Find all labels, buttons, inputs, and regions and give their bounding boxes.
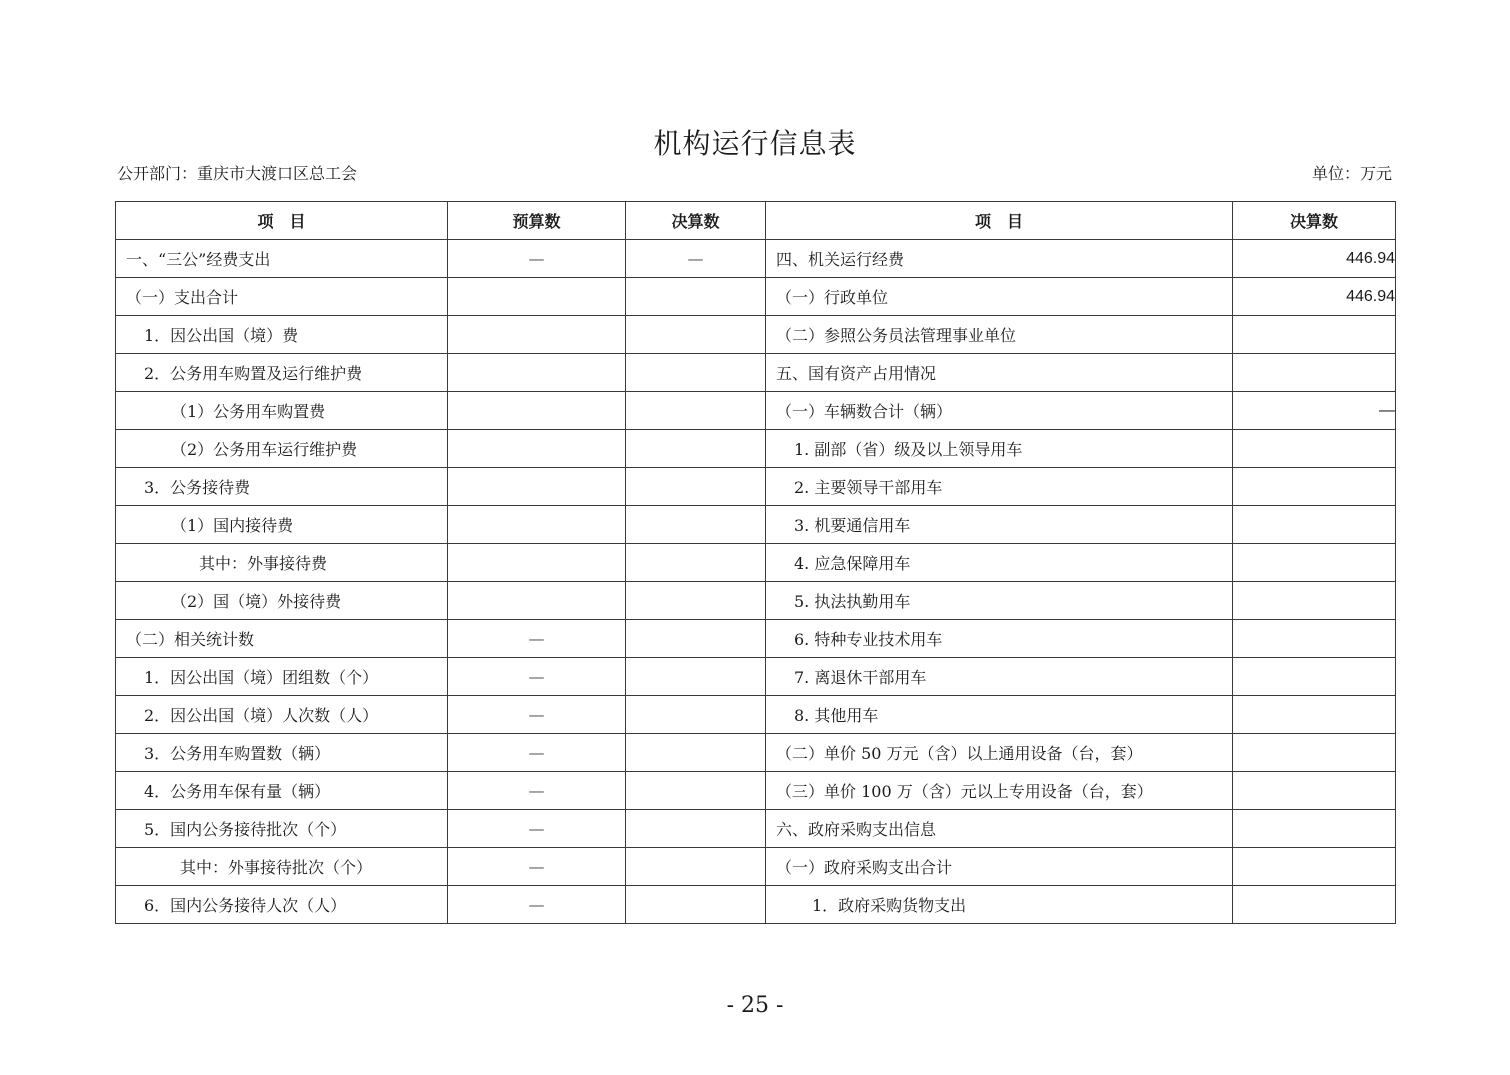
header-budget: 预算数	[448, 202, 626, 240]
final-cell	[626, 468, 766, 506]
budget-cell	[448, 544, 626, 582]
left-item: 1．因公出国（境）团组数（个）	[116, 658, 448, 696]
budget-cell: —	[448, 886, 626, 924]
final-cell	[626, 582, 766, 620]
final-cell	[626, 620, 766, 658]
table-title: 机构运行信息表	[653, 127, 857, 160]
left-item: 一、“三公”经费支出	[116, 240, 448, 278]
final-cell	[626, 392, 766, 430]
left-item: （1）国内接待费	[116, 506, 448, 544]
right-final-cell	[1233, 772, 1396, 810]
right-final-cell	[1233, 354, 1396, 392]
budget-cell: —	[448, 772, 626, 810]
header-item-right: 项 目	[766, 202, 1233, 240]
final-cell	[626, 544, 766, 582]
unit-label: 单位：万元	[1311, 164, 1392, 183]
right-item: 7. 离退休干部用车	[766, 658, 1233, 696]
budget-cell	[448, 582, 626, 620]
final-cell	[626, 278, 766, 316]
table-row	[116, 468, 1396, 506]
left-item: 3．公务接待费	[116, 468, 448, 506]
right-item: 4. 应急保障用车	[766, 544, 1233, 582]
right-final-cell	[1233, 810, 1396, 848]
budget-cell: —	[448, 734, 626, 772]
right-final-cell	[1233, 696, 1396, 734]
right-item: （二）参照公务员法管理事业单位	[766, 316, 1233, 354]
final-cell	[626, 354, 766, 392]
right-final-cell: —	[1233, 392, 1396, 430]
right-final-cell	[1233, 316, 1396, 354]
right-final-cell	[1233, 506, 1396, 544]
table-row	[116, 848, 1396, 886]
header-final-left: 决算数	[626, 202, 766, 240]
left-item: 5．国内公务接待批次（个）	[116, 810, 448, 848]
table-row	[116, 430, 1396, 468]
table-row	[116, 620, 1396, 658]
right-item: （一）车辆数合计（辆）	[766, 392, 1233, 430]
left-item: 2．公务用车购置及运行维护费	[116, 354, 448, 392]
header-final-right: 决算数	[1233, 202, 1396, 240]
right-item: （一）行政单位	[766, 278, 1233, 316]
right-item: 3. 机要通信用车	[766, 506, 1233, 544]
final-cell	[626, 506, 766, 544]
right-final-cell	[1233, 430, 1396, 468]
right-final-cell	[1233, 734, 1396, 772]
table-row	[116, 696, 1396, 734]
right-item: 2. 主要领导干部用车	[766, 468, 1233, 506]
right-item: （二）单价 50 万元（含）以上通用设备（台，套）	[766, 734, 1233, 772]
right-item: （三）单价 100 万（含）元以上专用设备（台，套）	[766, 772, 1233, 810]
table-row	[116, 354, 1396, 392]
final-cell	[626, 734, 766, 772]
right-final-cell	[1233, 658, 1396, 696]
left-item: 2．因公出国（境）人次数（人）	[116, 696, 448, 734]
budget-cell	[448, 354, 626, 392]
final-cell	[626, 886, 766, 924]
left-item: 4．公务用车保有量（辆）	[116, 772, 448, 810]
right-item: 四、机关运行经费	[766, 240, 1233, 278]
budget-cell	[448, 316, 626, 354]
right-final-cell: 446.94	[1233, 278, 1396, 316]
table-row	[116, 810, 1396, 848]
final-cell	[626, 848, 766, 886]
left-item: （1）公务用车购置费	[116, 392, 448, 430]
header-row	[116, 202, 1396, 240]
right-item: 5. 执法执勤用车	[766, 582, 1233, 620]
table-row	[116, 886, 1396, 924]
right-final-cell: 446.94	[1233, 240, 1396, 278]
budget-cell: —	[448, 240, 626, 278]
right-final-cell	[1233, 544, 1396, 582]
budget-cell: —	[448, 658, 626, 696]
left-item: （二）相关统计数	[116, 620, 448, 658]
budget-cell: —	[448, 696, 626, 734]
right-item: 1．政府采购货物支出	[766, 886, 1233, 924]
right-item: 六、政府采购支出信息	[766, 810, 1233, 848]
header-item-left: 项 目	[116, 202, 448, 240]
left-item: 其中：外事接待费	[116, 544, 448, 582]
table-row	[116, 772, 1396, 810]
right-item: 1. 副部（省）级及以上领导用车	[766, 430, 1233, 468]
budget-cell: —	[448, 848, 626, 886]
table-row	[116, 582, 1396, 620]
table-row	[116, 316, 1396, 354]
left-item: （一）支出合计	[116, 278, 448, 316]
left-item: （2）国（境）外接待费	[116, 582, 448, 620]
final-cell	[626, 430, 766, 468]
right-final-cell	[1233, 582, 1396, 620]
budget-cell	[448, 468, 626, 506]
final-cell	[626, 696, 766, 734]
right-item: 6. 特种专业技术用车	[766, 620, 1233, 658]
table-row	[116, 544, 1396, 582]
left-item: 3．公务用车购置数（辆）	[116, 734, 448, 772]
table-row	[116, 240, 1396, 278]
right-final-cell	[1233, 848, 1396, 886]
right-item: 8. 其他用车	[766, 696, 1233, 734]
page-number: - 25 -	[726, 993, 784, 1018]
right-final-cell	[1233, 468, 1396, 506]
right-item: 五、国有资产占用情况	[766, 354, 1233, 392]
right-final-cell	[1233, 620, 1396, 658]
table-row	[116, 734, 1396, 772]
right-item: （一）政府采购支出合计	[766, 848, 1233, 886]
final-cell	[626, 316, 766, 354]
table-row	[116, 506, 1396, 544]
budget-cell	[448, 430, 626, 468]
right-final-cell	[1233, 886, 1396, 924]
budget-cell: —	[448, 620, 626, 658]
department-label: 公开部门：重庆市大渡口区总工会	[117, 164, 358, 183]
table-row	[116, 278, 1396, 316]
table-row	[116, 392, 1396, 430]
left-item: 1．因公出国（境）费	[116, 316, 448, 354]
final-cell	[626, 658, 766, 696]
budget-cell: —	[448, 810, 626, 848]
budget-cell	[448, 278, 626, 316]
left-item: 6．国内公务接待人次（人）	[116, 886, 448, 924]
final-cell: —	[626, 240, 766, 278]
final-cell	[626, 810, 766, 848]
final-cell	[626, 772, 766, 810]
table-row	[116, 658, 1396, 696]
budget-cell	[448, 392, 626, 430]
left-item: 其中：外事接待批次（个）	[116, 848, 448, 886]
budget-cell	[448, 506, 626, 544]
left-item: （2）公务用车运行维护费	[116, 430, 448, 468]
institution-operation-table	[115, 201, 1396, 924]
